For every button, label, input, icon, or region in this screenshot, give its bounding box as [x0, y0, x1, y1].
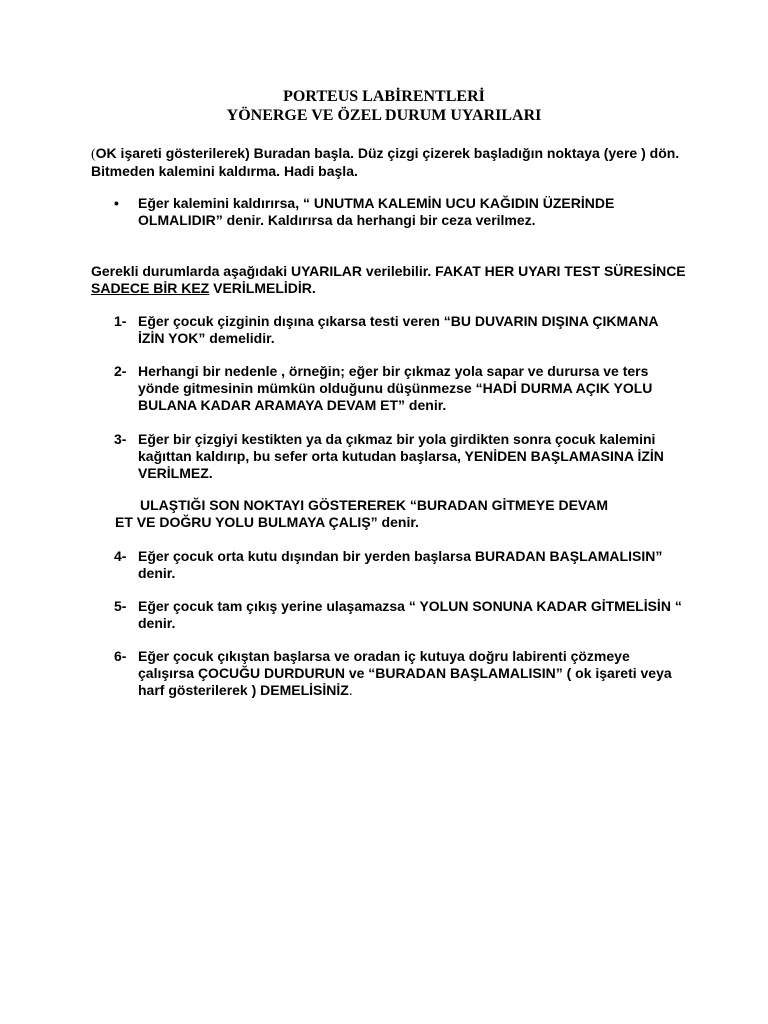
list-item-text	[138, 648, 683, 699]
list-item-text: Herhangi bir nedenle , örneğin; eğer bir çıkmaz yola sapar ve durursa ve ters yönde gitmesinin mümkün olduğunu düşünmezse “HADİ DURMA AÇIK YOLU BULANA KADAR ARAMAYA DEVAM ET” denir.	[138, 363, 653, 413]
list-item-text: Eğer çocuk tam çıkış yerine ulaşamazsa “ YOLUN SONUNA KADAR GİTMELİSİN “ denir.	[138, 598, 682, 631]
warning-intro-part1: Gerekli durumlarda aşağıdaki UYARILAR verilebilir. FAKAT HER UYARI TEST SÜRESİNCE	[91, 263, 686, 279]
note-line-2: ET VE DOĞRU YOLU BULMAYA ÇALIŞ” denir.	[115, 514, 419, 530]
intro-paragraph	[91, 145, 691, 180]
document-title: PORTEUS LABİRENTLERİ	[283, 88, 485, 105]
warning-intro-part2: VERİLMELİDİR.	[209, 280, 316, 296]
list-item-number: 1-	[114, 313, 127, 329]
bullet-icon: •	[114, 195, 119, 211]
list-item-number: 3-	[114, 431, 127, 447]
intro-paren: (	[91, 147, 96, 162]
list-item-number: 6-	[114, 648, 127, 664]
list-item-text: Eğer bir çizgiyi kestikten ya da çıkmaz bir yola girdikten sonra çocuk kalemini kağıttan kaldırıp, bu sefer orta kutudan başlarsa, YENİDEN BAŞLAMASINA İZİN VERİLMEZ.	[138, 431, 664, 481]
list-item-number: 4-	[114, 548, 127, 564]
note-line-1: ULAŞTIĞI SON NOKTAYI GÖSTEREREK “BURADAN GİTMEYE DEVAM	[140, 497, 608, 513]
bullet-text: Eğer kalemini kaldırırsa, “ UNUTMA KALEMİN UCU KAĞIDIN ÜZERİNDE OLMALIDIR” denir. Kaldırırsa da herhangi bir ceza verilmez.	[138, 195, 615, 228]
list-item-number: 5-	[114, 598, 127, 614]
list-item-text: Eğer çocuk çizginin dışına çıkarsa testi veren “BU DUVARIN DIŞINA ÇIKMANA İZİN YOK” demelidir.	[138, 313, 658, 346]
list-item-text: Eğer çocuk orta kutu dışından bir yerden başlarsa BURADAN BAŞLAMALISIN” denir.	[138, 548, 663, 581]
warning-intro-underlined: SADECE BİR KEZ	[91, 280, 210, 296]
intro-text: OK işareti gösterilerek) Buradan başla. Düz çizgi çizerek başladığın noktaya (yere ) dön. Bitmeden kalemini kaldırma. Hadi başla.	[91, 145, 680, 179]
list-item-number: 2-	[114, 363, 127, 379]
list-item-text-main: Eğer çocuk çıkıştan başlarsa ve oradan iç kutuya doğru labirenti çözmeye çalışırsa ÇOCUĞU DURDURUN ve “BURADAN BAŞLAMALISIN” ( ok işareti veya harf gösterilerek ) DEMELİSİNİZ	[138, 648, 672, 698]
list-item-text-end: .	[348, 682, 353, 698]
warning-intro	[91, 263, 691, 297]
document-subtitle: YÖNERGE VE ÖZEL DURUM UYARILARI	[226, 107, 542, 124]
